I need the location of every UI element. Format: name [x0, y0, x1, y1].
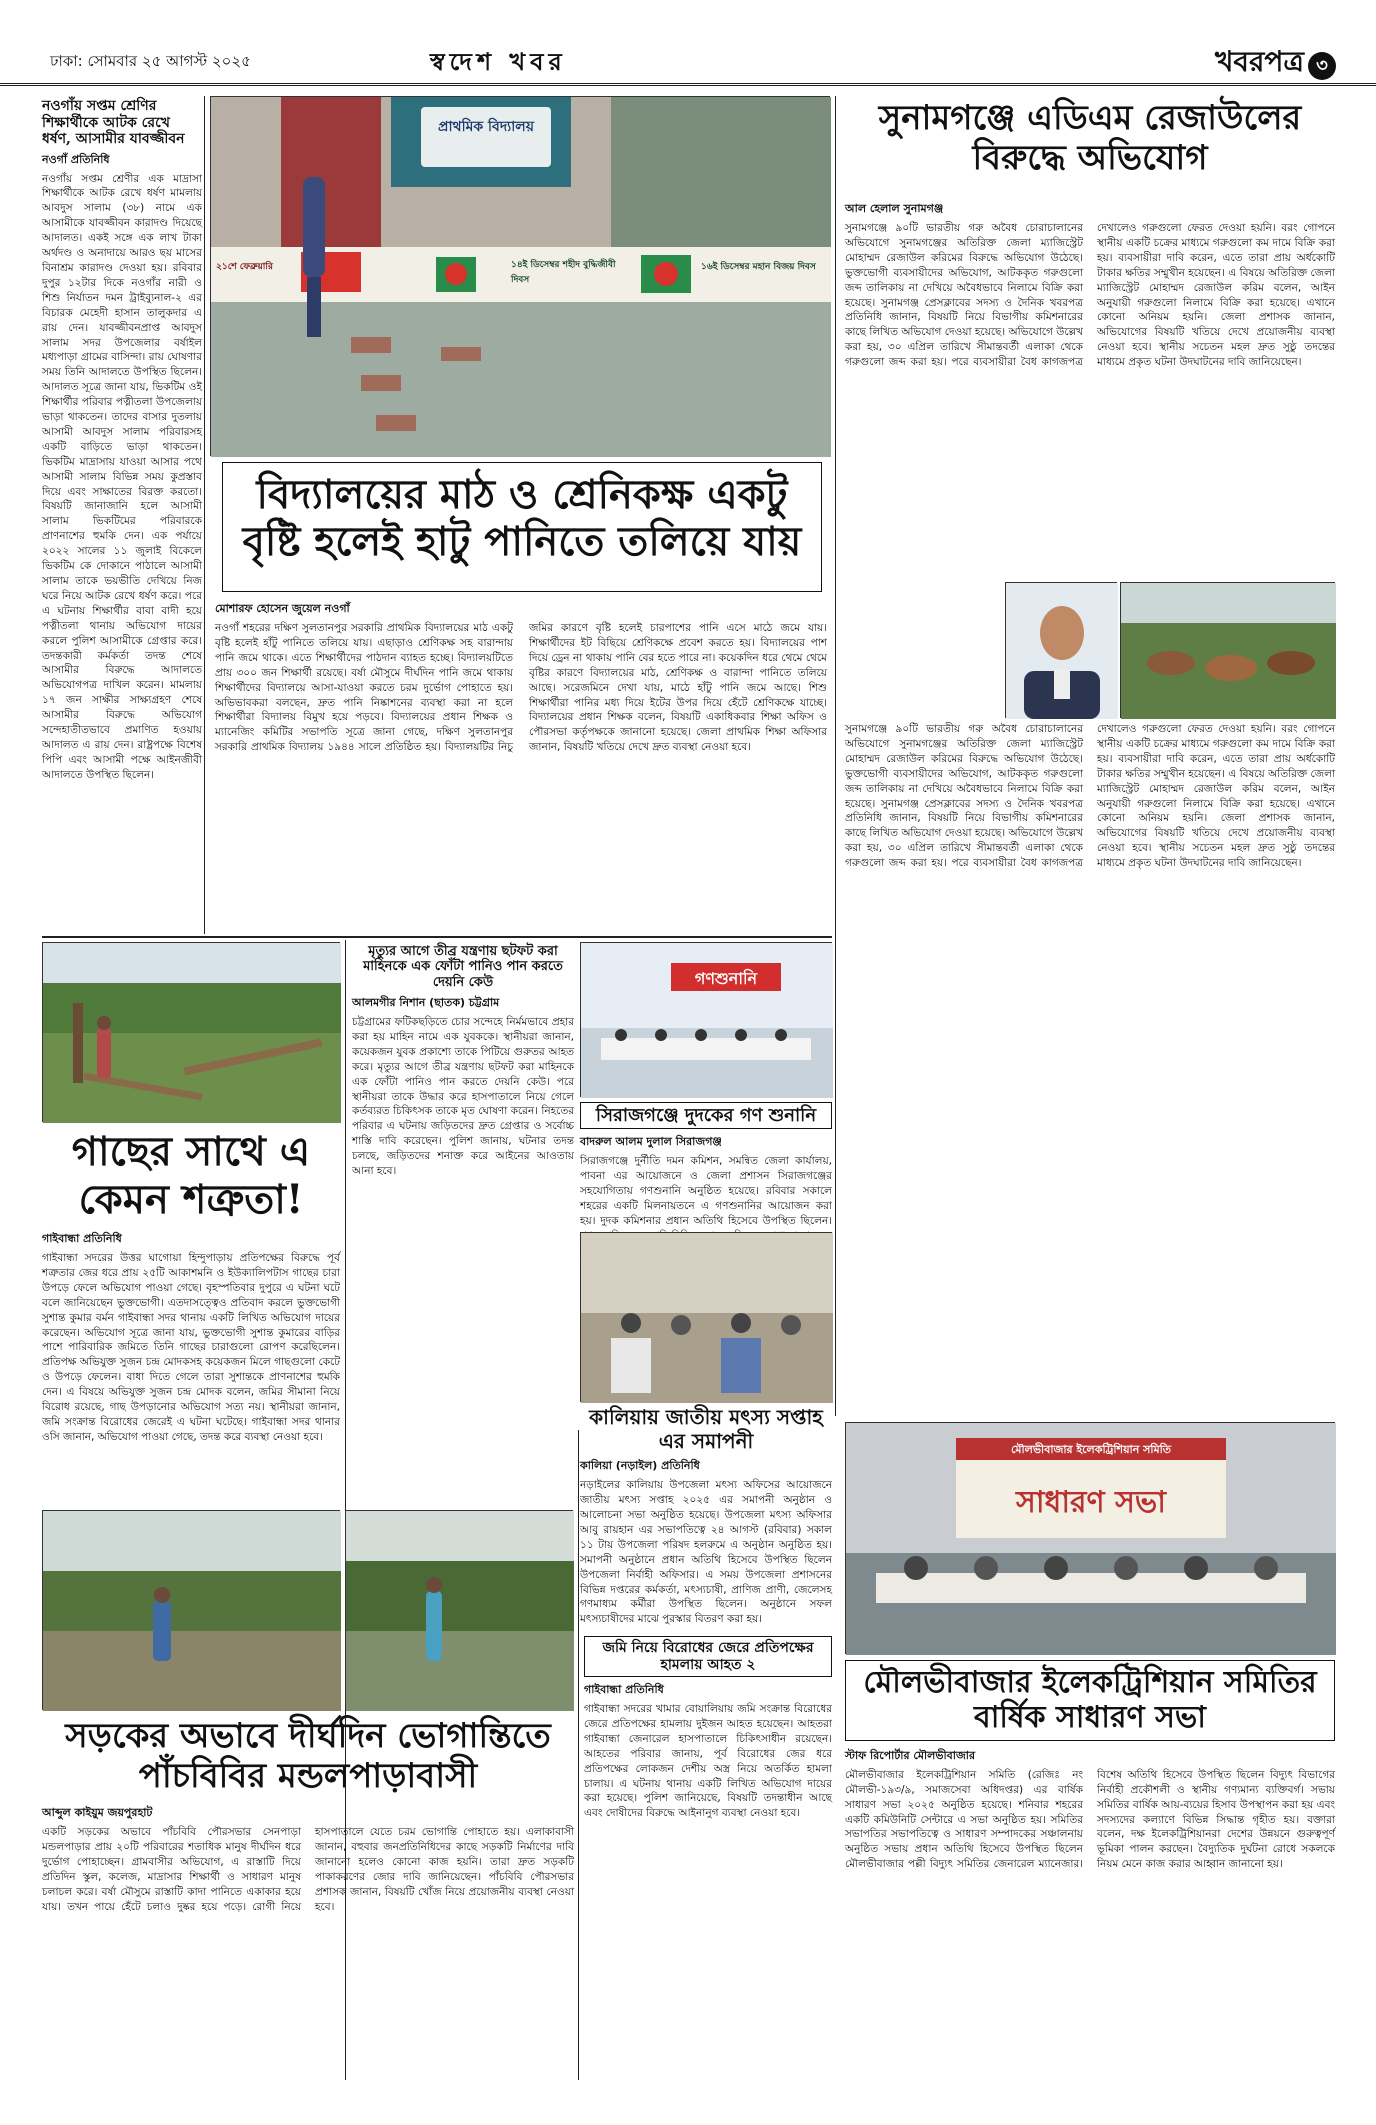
story-fish	[580, 1405, 832, 1626]
column-rule	[835, 96, 836, 1416]
story-body: সুনামগঞ্জে ৯০টি ভারতীয় গরু অবৈধ চোরাচালানের অভিযোগে সুনামগঞ্জের অতিরিক্ত জেলা ম্যাজিস্ট্রেট মোহাম্মদ রেজাউল করিমের বিরুদ্ধে অভিযোগ উঠেছে। ভুক্তভোগী ব্যবসায়ীদের অভিযোগ, আটককৃত গরুগুলো জব্দ তালিকায় না দেখিয়ে অবৈধভাবে নিলামে বিক্রি করা হয়েছে। সুনামগঞ্জ প্রেসক্লাবের সদস্য ও দৈনিক খবরপত্র প্রতিনিধি জানান, বিষয়টি নিয়ে বিভাগীয় কমিশনারের কাছে লিখিত অভিযোগ দেওয়া হয়েছে। অভিযোগে উল্লেখ করা হয়, ৩০ এপ্রিল তারিখে সীমান্তবর্তী এলাকা থেকে গরুগুলো জব্দ করা হয়। পরে ব্যবসায়ীরা বৈধ কাগজপত্র দেখালেও গরুগুলো ফেরত দেওয়া হয়নি। বরং গোপনে স্থানীয় একটি চক্রের মাধ্যমে গরুগুলো কম দামে বিক্রি করা হয়। ব্যবসায়ীরা দাবি করেন, এতে তারা প্রায় অর্ধকোটি টাকার ক্ষতির সম্মুখীন হয়েছেন। এ বিষয়ে অতিরিক্ত জেলা ম্যাজিস্ট্রেট মোহাম্মদ রেজাউল করিম বলেন, আইন অনুযায়ী গরুগুলো নিলামে বিক্রি করা হয়েছে। এখানে কোনো অনিয়ম হয়নি। জেলা প্রশাসক জানান, অভিযোগের বিষয়টি খতিয়ে দেখে প্রয়োজনীয় ব্যবস্থা নেওয়া হবে। স্থানীয় সচেতন মহল দ্রুত সুষ্ঠু তদন্তের মাধ্যমে প্রকৃত ঘটনা উদঘাটনের দাবি জানিয়েছেন।	[845, 222, 1335, 369]
lane-scene-illustration	[346, 1511, 574, 1711]
story-naogaon	[42, 98, 202, 902]
story-body: নওগাঁয় সপ্তম শ্রেণীর এক মাদ্রাসা শিক্ষার্থীকে আটক রেখে ধর্ষণ মামলায় আবদুস সালাম (৩৮) নামে এক আসামীকে যাবজ্জীবন কারাদণ্ড দিয়েছে আদালত। একই সঙ্গে এক লাখ টাকা অর্থদণ্ড ও অনাদায়ে আরও ছয় মাসের বিনাশ্রম কারাদণ্ড দেওয়া হয়। রবিবার দুপুর ১২টার দিকে নওগাঁর নারী ও শিশু নির্যাতন দমন ট্রাইব্যুনাল-২ এর বিচারক মেহেদী হাসান তালুকদার এ রায় দেন। যাবজ্জীবনপ্রাপ্ত আবদুস সালাম সদর উপজেলার বর্ষাইল মধ্যপাড়া গ্রামের বাসিন্দা। রায় ঘোষণার সময় তিনি আদালতে উপস্থিত ছিলেন। আদালত সূত্রে জানা যায়, ভিকটিম ওই শিক্ষার্থীর পরিবার পত্নীতলা উপজেলায় ভাড়া থাকতেন। তাদের বাসার দুতলায় আসামী আবদুস সালাম পরিবারসহ একটি বাড়িতে ভাড়া থাকতেন। ভিকটিম মাদ্রাসায় যাওয়া আসার পথে আসামী সালাম বিভিন্ন সময় কুপ্রস্তাব দিয়ে এবং সাক্ষাতের বিরক্ত করতো। বিষয়টি জানাজানি হলে আসামী সালাম ভিকটিমের পরিবারকে প্রাণনাশের হুমকি দেন। এক পর্যায়ে ২০২২ সালের ১১ জুলাই বিকেলে ভিকটিম কে দোকানে পাঠালে আসামী সালাম তাকে ভয়ভীতি দেখিয়ে নিজ ঘরে নিয়ে আটক রেখে ধর্ষণ করে। পরে এ ঘটনায় শিক্ষার্থীর বাবা বাদী হয়ে পত্নীতলা থানায় অভিযোগ দায়ের করলে পুলিশ আসামীকে গ্রেপ্তার করে। তদন্তকারী কর্মকর্তা তদন্ত শেষে আসামীর বিরুদ্ধে আদালতে অভিযোগপত্র দাখিল করেন। মামলায় ১৭ জন সাক্ষীর সাক্ষ্যগ্রহণ শেষে আসামীর বিরুদ্ধে অভিযোগ সন্দেহাতীতভাবে প্রমাণিত হওয়ায় আদালত এ রায় দেন। রাষ্ট্রপক্ষে বিশেষ পিপি এবং আসামী পক্ষে আইনজীবী আদালতে উপস্থিত ছিলেন।	[42, 172, 202, 781]
story-headline: মৌলভীবাজার ইলেকট্রিশিয়ান সমিতির বার্ষিক সাধারণ সভা	[845, 1660, 1335, 1741]
portrait-illustration	[1006, 583, 1118, 719]
story-road	[42, 1716, 574, 2087]
photo-flooded-lane	[345, 1510, 573, 1710]
photo-fish-week	[580, 1232, 832, 1402]
photo-flooded-school	[210, 96, 830, 456]
story-headline: গাছের সাথে এ কেমন শত্রুতা!	[71, 1128, 311, 1223]
story-body: গাইবান্ধা সদরের খামার বোয়ালিয়ায় জমি সংক্রান্ত বিরোধের জেরে প্রতিপক্ষের হামলায় দুইজন আহত হয়েছেন। আহতরা গাইবান্ধা জেনারেল হাসপাতালে চিকিৎসাধীন রয়েছেন। আহতের পরিবার জানায়, পূর্ব বিরোধের জের ধরে প্রতিপক্ষের লোকজন দেশীয় অস্ত্র নিয়ে অতর্কিত হামলা চালায়। এ ঘটনায় থানায় একটি লিখিত অভিযোগ দায়ের করা হয়েছে। পুলিশ জানিয়েছে, বিষয়টি তদন্তাধীন আছে এবং দোষীদের বিরুদ্ধে আইনানুগ ব্যবস্থা নেওয়া হবে।	[584, 1703, 832, 1820]
photo-adm-portrait	[1005, 582, 1117, 718]
photo-cattle	[1120, 582, 1335, 718]
story-school-headline-box	[222, 462, 822, 592]
story-body: নড়াইলের কালিয়ায় উপজেলা মৎস্য অফিসের আয়োজনে জাতীয় মৎস্য সপ্তাহ ২০২৫ এর সমাপনী অনুষ্ঠান ও আলোচনা সভা অনুষ্ঠিত হয়েছে। উপজেলা মৎস্য অফিসার আবু রায়হান এর সভাপতিত্বে ২৪ আগস্ট (রবিবার) সকাল ১১ টায় উপজেলা পরিষদ হলরুমে এ অনুষ্ঠান অনুষ্ঠিত হয়। সমাপনী অনুষ্ঠানে প্রধান অতিথি হিসেবে উপস্থিত ছিলেন উপজেলা নির্বাহী অফিসার। এ সময় উপজেলা প্রশাসনের বিভিন্ন দপ্তরের কর্মকর্তা, মৎস্যচাষী, প্রাণিজ প্রাণী, জেলেসহ গণমাধ্যম কর্মীরা উপস্থিত ছিলেন। অনুষ্ঠানে সফল মৎস্যচাষীদের মাঝে পুরস্কার বিতরণ করা হয়।	[580, 1479, 832, 1626]
meeting-banner-main: সাধারণ সভা	[1016, 1485, 1166, 1520]
story-body: চট্টগ্রামের ফটিকছড়িতে চোর সন্দেহে নির্মমভাবে প্রহার করা হয় মাহিন নামে এক যুবককে। স্থানীয়রা জানান, কয়েকজন যুবক প্রকাশ্যে তাকে পিটিয়ে গুরুতর আহত করে। মৃত্যুর আগে তীব্র যন্ত্রণায় ছটফট করা মাহিনকে এক ফোঁটা পানিও পান করতে দেয়নি কেউ। পরে স্থানীয়রা তাকে উদ্ধার করে হাসপাতালে নিয়ে গেলে কর্তব্যরত চিকিৎসক তাকে মৃত ঘোষণা করেন। নিহতের পরিবার এ ঘটনায় জড়িতদের দ্রুত গ্রেপ্তার ও সর্বোচ্চ শাস্তি দাবি করেছেন। পুলিশ জানায়, ঘটনার তদন্ত চলছে, জড়িতদের শনাক্ত করে আইনের আওতায় আনা হবে।	[352, 1015, 574, 1178]
photo-electricians-meeting	[845, 1422, 1335, 1654]
masthead	[0, 0, 1376, 86]
story-byline: আলমগীর নিশান (ছাতক) চট্টগ্রাম	[352, 995, 500, 1009]
brand-name: খবরপত্র	[1215, 45, 1304, 78]
story-tree	[42, 1128, 340, 1539]
story-sunamganj	[845, 200, 1335, 601]
banner-text: ১৪ই ডিসেম্বর শহীদ বুদ্ধিজীবী দিবস	[511, 260, 616, 285]
story-gaibandha	[584, 1636, 832, 2057]
story-body: মৌলভীবাজার ইলেকট্রিশিয়ান সমিতি (রেজিঃ নং মৌলভী-১৯৩/৯, সমাজসেবা অধিদপ্তর) এর বার্ষিক সাধারণ সভা ২০২৫ অনুষ্ঠিত হয়েছে। শনিবার শহরের একটি কমিউনিটি সেন্টারে এ সভা অনুষ্ঠিত হয়। সমিতির সভাপতির সভাপতিত্বে ও সাধারণ সম্পাদকের সঞ্চালনায় অনুষ্ঠিত সভায় প্রধান অতিথি হিসেবে উপস্থিত ছিলেন মৌলভীবাজার পল্লী বিদ্যুৎ সমিতির জেনারেল ম্যানেজার। বিশেষ অতিথি হিসেবে উপস্থিত ছিলেন বিদ্যুৎ বিভাগের নির্বাহী প্রকৌশলী ও স্থানীয় গণ্যমান্য ব্যক্তিবর্গ। সভায় সমিতির বার্ষিক আয়-ব্যয়ের হিসাব উপস্থাপন করা হয় এবং সদস্যদের কল্যাণে বিভিন্ন সিদ্ধান্ত গৃহীত হয়। বক্তারা বলেন, দক্ষ ইলেকট্রিশিয়ানরা দেশের উন্নয়নে গুরুত্বপূর্ণ ভূমিকা পালন করছেন। বৈদ্যুতিক দুর্ঘটনা রোধে সকলকে নিয়ম মেনে কাজ করার আহ্বান জানানো হয়।	[845, 1768, 1335, 1871]
story-byline: গাইবান্ধা প্রতিনিধি	[42, 1232, 122, 1245]
story-byline: আল হেলাল সুনামগঞ্জ	[845, 202, 944, 215]
gonoshunani-banner: গণশুনানি	[694, 969, 758, 988]
road-scene-illustration	[43, 1511, 341, 1711]
story-body: সিরাজগঞ্জে দুর্নীতি দমন কমিশন, সমন্বিত জেলা কার্যালয়, পাবনা এর আয়োজনে ও জেলা প্রশাসন সিরাজগঞ্জের সহযোগিতায় গণশুনানি অনুষ্ঠিত হয়েছে। রবিবার সকালে শহরের একটি মিলনায়তনে এ গণশুনানির আয়োজন করা হয়। দুদক কমিশনার প্রধান অতিথি হিসেবে উপস্থিত ছিলেন।	[580, 1155, 832, 1227]
story-school	[215, 600, 827, 951]
section-divider	[42, 936, 832, 938]
field-scene-illustration	[43, 943, 341, 1123]
photo-uprooted-trees	[42, 942, 340, 1122]
photo-muddy-road	[42, 1510, 340, 1710]
story-headline: জমি নিয়ে বিরোধের জেরে প্রতিপক্ষের হামলায় আহত ২	[584, 1636, 832, 1677]
school-signboard: প্রাথমিক বিদ্যালয়	[438, 119, 534, 135]
story-byline: কালিয়া (নড়াইল) প্রতিনিধি	[580, 1459, 700, 1473]
story-headline: কালিয়ায় জাতীয় মৎস্য সপ্তাহ এর সমাপনী	[589, 1405, 823, 1453]
story-chhatak	[352, 944, 574, 1495]
story-byline: আব্দুল কাইয়ুম জয়পুরহাট	[42, 1806, 153, 1820]
photo-gonoshunani	[580, 942, 832, 1097]
story-sunamganj-headline-box	[845, 98, 1335, 178]
column-rule	[204, 96, 205, 934]
story-body: একটি সড়কের অভাবে পাঁচবিবি পৌরসভার সেনপাড়া মন্ডলপাড়ার প্রায় ২০টি পরিবারের শতাধিক মানুষ দীর্ঘদিন ধরে দুর্ভোগ পোহাচ্ছেন। গ্রামবাসীর অভিযোগ, এ রাস্তাটি দিয়ে প্রতিদিন স্কুল, কলেজ, মাদ্রাসার শিক্ষার্থী ও সাধারণ মানুষ চলাচল করে। বর্ষা মৌসুমে রাস্তাটি কাদা পানিতে একাকার হয়ে যায়। তখন পায়ে হেঁটে চলাও দুষ্কর হয়ে পড়ে। রোগী নিয়ে হাসপাতালে যেতে চরম ভোগান্তি পোহাতে হয়। এলাকাবাসী জানান, বহুবার জনপ্রতিনিধিদের কাছে সড়কটি নির্মাণের দাবি জানানো হলেও কোনো কাজ হয়নি। তারা দ্রুত সড়কটি পাকাকরণের জোর দাবি জানিয়েছেন। পাঁচবিবি পৌরসভার প্রশাসক জানান, বিষয়টি খোঁজ নিয়ে প্রয়োজনীয় ব্যবস্থা নেওয়া হবে।	[42, 1826, 574, 1913]
story-headline: সড়কের অভাবে দীর্ঘদিন ভোগান্তিতে পাঁচবিবির মন্ডলপাড়াবাসী	[65, 1716, 551, 1797]
section-title: স্বদেশ খবর	[430, 48, 567, 76]
story-body-continued: সুনামগঞ্জে ৯০টি ভারতীয় গরু অবৈধ চোরাচালানের অভিযোগে সুনামগঞ্জের অতিরিক্ত জেলা ম্যাজিস্ট্রেট মোহাম্মদ রেজাউল করিমের বিরুদ্ধে অভিযোগ উঠেছে। ভুক্তভোগী ব্যবসায়ীদের অভিযোগ, আটককৃত গরুগুলো জব্দ তালিকায় না দেখিয়ে অবৈধভাবে নিলামে বিক্রি করা হয়েছে। সুনামগঞ্জ প্রেসক্লাবের সদস্য ও দৈনিক খবরপত্র প্রতিনিধি জানান, বিষয়টি নিয়ে বিভাগীয় কমিশনারের কাছে লিখিত অভিযোগ দেওয়া হয়েছে। অভিযোগে উল্লেখ করা হয়, ৩০ এপ্রিল তারিখে সীমান্তবর্তী এলাকা থেকে গরুগুলো জব্দ করা হয়। পরে ব্যবসায়ীরা বৈধ কাগজপত্র দেখালেও গরুগুলো ফেরত দেওয়া হয়নি। বরং গোপনে স্থানীয় একটি চক্রের মাধ্যমে গরুগুলো কম দামে বিক্রি করা হয়। ব্যবসায়ীরা দাবি করেন, এতে তারা প্রায় অর্ধকোটি টাকার ক্ষতির সম্মুখীন হয়েছেন। এ বিষয়ে অতিরিক্ত জেলা ম্যাজিস্ট্রেট মোহাম্মদ রেজাউল করিম বলেন, আইন অনুযায়ী গরুগুলো নিলামে বিক্রি করা হয়েছে। এখানে কোনো অনিয়ম হয়নি। জেলা প্রশাসক জানান, অভিযোগের বিষয়টি খতিয়ে দেখে প্রয়োজনীয় ব্যবস্থা নেওয়া হবে। স্থানীয় সচেতন মহল দ্রুত সুষ্ঠু তদন্তের মাধ্যমে প্রকৃত ঘটনা উদঘাটনের দাবি জানিয়েছেন।	[845, 723, 1335, 870]
column-rule	[578, 1430, 579, 2080]
story-body: নওগাঁ শহরের দক্ষিণ সুলতানপুর সরকারি প্রাথমিক বিদ্যালয়ের মাঠ একটু বৃষ্টি হলেই হাঁটু পানিতে তলিয়ে যায়। এছাড়াও শ্রেণিকক্ষ সহ বারান্দায় পানি জমে থাকে। এতে শিক্ষার্থীদের পাঠদান ব্যাহত হচ্ছে। বিদ্যালয়টিতে প্রায় ৩০০ জন শিক্ষার্থী রয়েছে। বর্ষা মৌসুমে দীর্ঘদিন পানি জমে থাকায় শিক্ষার্থীদের বিদ্যালয়ে আসা-যাওয়া করতে চরম দুর্ভোগ পোহাতে হয়। অভিভাবকরা বলছেন, দ্রুত পানি নিষ্কাশনের ব্যবস্থা করা না হলে শিক্ষার্থীরা বিদ্যালয় বিমুখ হয়ে পড়বে। বিদ্যালয়ের প্রধান শিক্ষক ও ম্যানেজিং কমিটির সভাপতি সূত্রে জানা গেছে, দক্ষিণ সুলতানপুর সরকারি প্রাথমিক বিদ্যালয় ১৯৪৪ সালে প্রতিষ্ঠিত হয়। বিদ্যালয়টির নিচু জমির কারণে বৃষ্টি হলেই চারপাশের পানি এসে মাঠে জমে যায়। শিক্ষার্থীদের ইট বিছিয়ে শ্রেণিকক্ষে প্রবেশ করতে হয়। বিদ্যালয়ের পাশ দিয়ে ড্রেন না থাকায় পানি বের হতে পারে না। কয়েকদিন ধরে থেমে থেমে বৃষ্টির কারণে বিদ্যালয়ের মাঠ, শ্রেণিকক্ষ ও বারান্দা পানিতে তলিয়ে আছে। সরেজমিনে দেখা যায়, মাঠে হাঁটু পানি জমে আছে। শিশু শিক্ষার্থীরা পানির মধ্য দিয়ে ইটের উপর দিয়ে হেঁটে শ্রেণিকক্ষে যাচ্ছে। বিদ্যালয়ের প্রধান শিক্ষক বলেন, বিষয়টি একাধিকবার শিক্ষা অফিস ও পৌরসভা কর্তৃপক্ষকে জানানো হয়েছে। জেলা প্রাথমিক শিক্ষা অফিসার জানান, বিষয়টি খতিয়ে দেখে দ্রুত ব্যবস্থা নেওয়া হবে।	[215, 622, 827, 754]
story-byline: গাইবান্ধা প্রতিনিধি	[584, 1683, 664, 1697]
newspaper-brand	[1215, 40, 1336, 87]
story-byline: নওগাঁ প্রতিনিধি	[42, 152, 110, 166]
story-body: গাইবান্ধা সদরের উত্তর ঘাগোয়া হিন্দুপাড়ায় প্রতিপক্ষের বিরুদ্ধে পূর্ব শত্রুতার জের ধরে প্রায় ২৫টি আকাশমনি ও ইউক্যালিপটাস গাছের চারা উপড়ে ফেলে অভিযোগ পাওয়া গেছে। বৃহস্পতিবার দুপুরে এ ঘটনা ঘটে বলে জানিয়েছেন ভুক্তভোগী। এতদাসত্ত্বেও প্রতিবাদ করলে ভুক্তভোগী সুশান্ত কুমার বর্মন গাইবান্ধা সদর থানায় একটি লিখিত অভিযোগ দায়ের করেছেন। অভিযোগ সূত্রে জানা যায়, ভুক্তভোগী সুশান্ত কুমারের বাড়ির পাশে পারিবারিক জমিতে তিনি গাছের চারাগুলো রোপণ করেছিলেন। প্রতিপক্ষ অভিযুক্ত সুজন চন্দ্র মোদকসহ কয়েকজন মিলে গাছগুলো কেটে ও উপড়ে ফেলেন। বাধা দিতে গেলে তারা সুশান্তকে প্রাণনাশের হুমকি দেন। এ বিষয়ে অভিযুক্ত সুজন চন্দ্র মোদক বলেন, জমির সীমানা নিয়ে বিরোধ রয়েছে, গাছ উপড়ানোর অভিযোগ সত্য নয়। স্থানীয়রা জানান, জমি সংক্রান্ত বিরোধের জেরেই এ ঘটনা ঘটেছে। গাইবান্ধা সদর থানার ওসি জানান, অভিযোগ পাওয়া গেছে, তদন্ত করে ব্যবস্থা নেওয়া হবে।	[42, 1252, 340, 1443]
cattle-illustration	[1121, 583, 1336, 719]
fish-week-illustration	[581, 1233, 833, 1403]
story-byline: স্টাফ রিপোর্টার মৌলভীবাজার	[845, 1748, 976, 1762]
page-number: ৩	[1308, 52, 1336, 80]
story-headline: মৃত্যুর আগে তীব্র যন্ত্রণায় ছটফট করা মাহিনকে এক ফোঁটা পানিও পান করতে দেয়নি কেউ	[363, 944, 563, 990]
meeting-banner-top: মৌলভীবাজার ইলেকট্রিশিয়ান সমিতি	[1010, 1443, 1172, 1456]
story-moulvibazar	[845, 1660, 1335, 2078]
story-byline: বাদরুল আলম দুলাল সিরাজগঞ্জ	[580, 1135, 722, 1149]
issue-date: ঢাকা: সোমবার ২৫ আগস্ট ২০২৫	[50, 52, 251, 70]
story-headline: সিরাজগঞ্জে দুদকের গণ শুনানি	[580, 1102, 832, 1129]
story-headline: নওগাঁয় সপ্তম শ্রেণির শিক্ষার্থীকে আটক রেখে ধর্ষণ, আসামীর যাবজ্জীবন	[42, 98, 185, 148]
story-headline: বিদ্যালয়ের মাঠ ও শ্রেনিকক্ষ একটু বৃষ্টি হলেই হাটু পানিতে তলিয়ে যায়	[242, 471, 802, 566]
story-headline: সুনামগঞ্জে এডিএম রেজাউলের বিরুদ্ধে অভিযোগ	[878, 98, 1302, 179]
story-byline: মোশারফ হোসেন জুয়েল নওগাঁ	[215, 602, 350, 615]
banner-text: ২১শে ফেব্রুয়ারি	[216, 262, 273, 272]
banner-text: ১৬ই ডিসেম্বর মহান বিজয় দিবস	[701, 262, 816, 272]
